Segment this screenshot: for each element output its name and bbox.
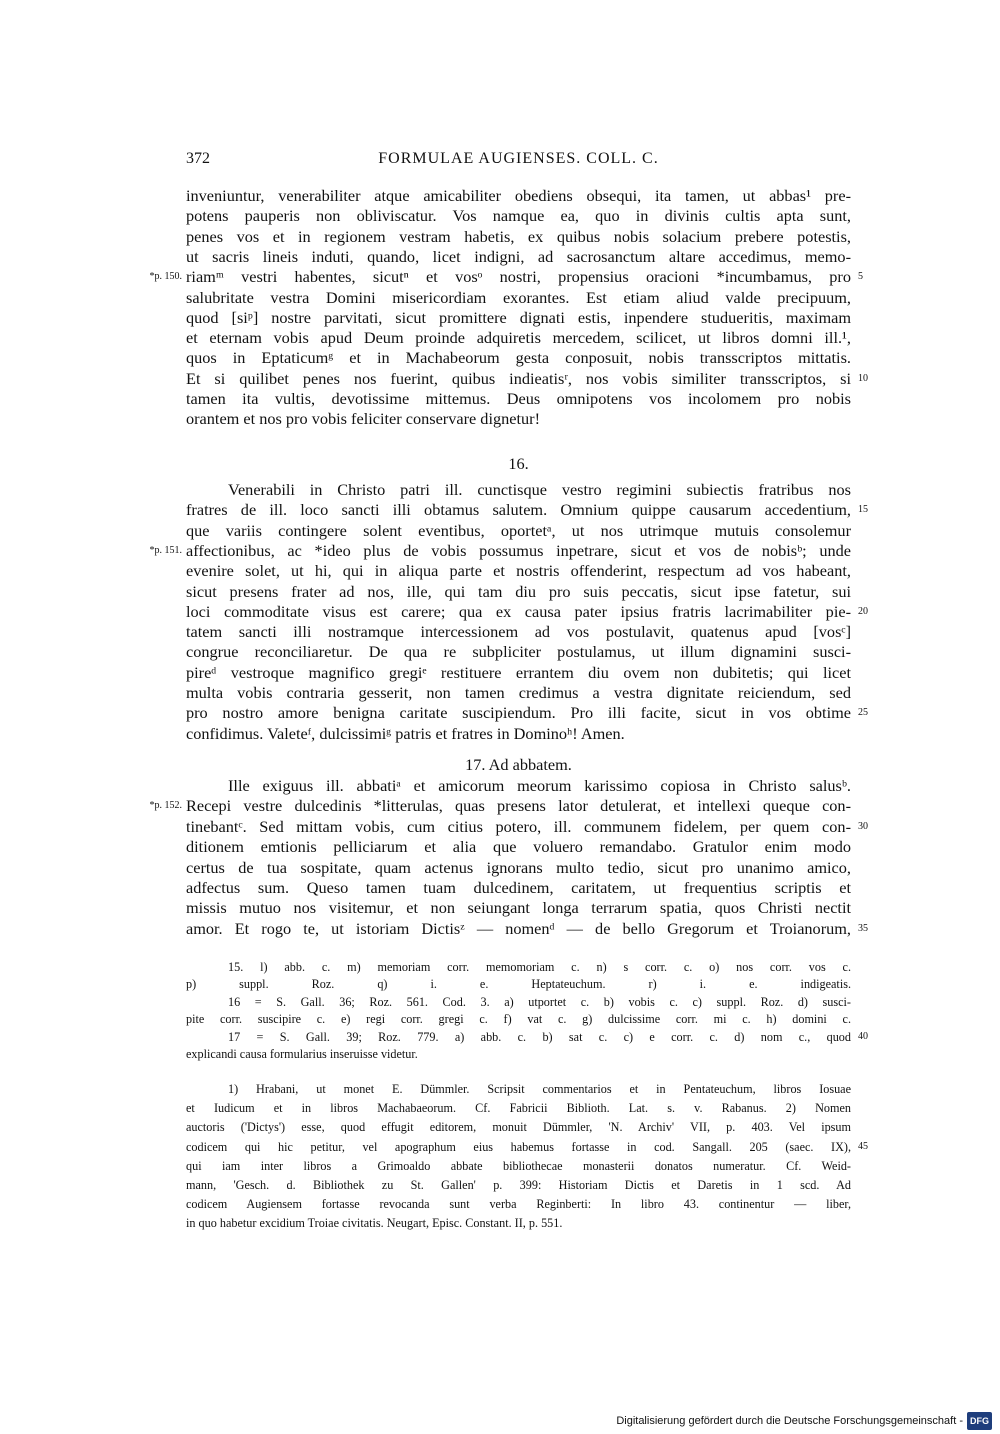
text-line: potens pauperis non obliviscatur. Vos namque ea, quo in divinis cultis apta sunt, [186, 206, 851, 226]
text-line: quod [siᵖ] nostre parvitati, sicut promittere dignati estis, inpendere studueritis, maximam [186, 307, 851, 327]
apparatus-line: 16 = S. Gall. 36; Roz. 561. Cod. 3. a) utportet c. b) vobis c. c) suppl. Roz. d) susci- [228, 994, 851, 1009]
text-line: tatem sancti illi nostramque intercessionem ad vos postulavit, quatenus apud [vosᶜ] [186, 622, 851, 642]
apparatus-line: 15. l) abb. c. m) memoriam corr. memomoriam c. n) s corr. c. o) nos corr. vos c. [228, 960, 851, 974]
margin-line-number: 35 [858, 922, 868, 934]
margin-line-number: 15 [858, 504, 868, 516]
text-line: multa vobis contraria gesserit, non tamen credimus a vestra dignitate reiciendum, sed [186, 683, 851, 702]
text-line: penes vos et in regionem vestram habetis, ex quibus nobis solacium prebere potestis, [186, 226, 851, 246]
text-line: amor. Et rogo te, ut istoriam Dictisᶻ — nomenᵈ — de bello Gregorum et Troianorum, [186, 918, 851, 938]
margin-line-number: 20 [858, 605, 868, 617]
section-heading: 16. [508, 454, 529, 473]
text-line: ut sacris lineis induti, quando, licet indigni, ad sacrosanctum altare accedimus, memo- [186, 246, 851, 266]
margin-page-ref: *p. 151. [149, 544, 182, 556]
apparatus-line: 17 = S. Gall. 39; Roz. 779. a) abb. c. b) sat c. c) e corr. c. d) nom c., quod [228, 1029, 851, 1044]
page-header [186, 150, 851, 174]
text-line: evenire solet, ut hi, qui in aliqua parte et nostris offenderint, respectum ad vos habeant, [186, 561, 851, 581]
text-line: loci commoditate visus est carere; qua ex causa pater ipsius fratris lacrimabiliter pie- [186, 601, 851, 621]
text-line: Et si quilibet penes nos fuerint, quibus indieatisʳ, nos vobis similiter transscriptos, si [186, 368, 851, 388]
text-line: adfectus sum. Queso tamen tuam dulcedinem, caritatem, ut frequentius scriptis et [186, 878, 851, 897]
text-line: inveniuntur, venerabiliter atque amicabiliter obediens obsequi, ita tamen, ut abbas¹ pre- [186, 186, 851, 205]
text-line: certus de tua sospitate, quam actenus ignorans multo tedio, sicut pro unanimo amico, [186, 857, 851, 877]
apparatus-line: pite corr. suscipire c. e) regi corr. gregi c. f) vat c. g) dulcissime corr. mi c. h) domini c. [186, 1012, 851, 1027]
text-line: riamᵐ vestri habentes, sicutⁿ et vosᵒ nostri, propensius oracioni *incumbamus, pro [186, 267, 851, 287]
text-line: congrue reconciliaretur. De qua re subpliciter postulamus, ut illum dignamini susci- [186, 642, 851, 662]
footnote-line: codicem Augiensem fortasse revocanda sunt verba Reginberti: In libro 43. continentur — liber, [186, 1197, 851, 1212]
footnote-line: et Iudicum et in libros Machabaeorum. Cf. Fabricii Biblioth. Lat. s. v. Rabanus. 2) Nomen [186, 1101, 851, 1116]
footnote-line: auctoris ('Dictys') esse, quod effugit editorem, monuit Dümmler, 'N. Archiv' VII, p. 403. Vel ipsum [186, 1120, 851, 1135]
apparatus-line: explicandi causa formularius inseruisse videtur. [186, 1047, 418, 1061]
margin-line-number: 45 [858, 1140, 868, 1152]
text-line: quos in Eptaticumᵍ et in Machabeorum gesta conposuit, nobis transscriptos mittatis. [186, 348, 851, 368]
page-number: 372 [186, 150, 210, 167]
footer-text: Digitalisierung gefördert durch die Deutsche Forschungsgemeinschaft - [616, 1415, 963, 1427]
margin-page-ref: *p. 150. [149, 271, 182, 283]
margin-line-number: 40 [858, 1030, 868, 1042]
text-line: Recepi vestre dulcedinis *litterulas, quas presens lator detulerat, et intellexi queque con- [186, 796, 851, 816]
text-line: fratres de ill. loco sancti illi obtamus salutem. Omnium quippe causarum accedentium, [186, 500, 851, 520]
text-line: et eternam vobis apud Deum proinde adquiretis mercedem, scilicet, ut libros domni ill.¹, [186, 328, 851, 348]
section-heading: 17. Ad abbatem. [465, 755, 572, 774]
text-line: Venerabili in Christo patri ill. cunctisque vestro regimini subiectis fratribus nos [228, 480, 851, 499]
text-line: pireᵈ vestroque magnifico gregiᵉ restituere errantem diu ovem non dubitetis; qui licet [186, 662, 851, 682]
margin-line-number: 30 [858, 820, 868, 832]
text-line: sicut presens frater ad nos, ille, qui tam diu pro suis peccatis, sicut ipse fatetur, sui [186, 581, 851, 601]
margin-line-number: 25 [858, 707, 868, 719]
footnote-line: mann, 'Gesch. d. Bibliothek zu St. Gallen' p. 399: Historiam Dictis et Daretis in 1 scd. Ad [186, 1178, 851, 1192]
text-line: tinebantᶜ. Sed mittam vobis, cum citius potero, ill. communem fidelem, per quem con- [186, 816, 851, 836]
text-line: pro nostro amore benigna caritate suscipiendum. Pro illi facite, sicut in vos obtime [186, 703, 851, 723]
text-line: que variis contingere solent eventibus, oportetᵃ, ut nos utrimque mutuis consolemur [186, 520, 851, 540]
margin-page-ref: *p. 152. [149, 800, 182, 812]
text-line: ditionem emtionis pelliciarum et alia que voluero remandabo. Gratulor enim modo [186, 837, 851, 857]
dfg-logo[interactable]: DFG [967, 1412, 992, 1430]
apparatus-line: p) suppl. Roz. q) i. e. Heptateuchum. r) i. e. indigeatis. [186, 977, 851, 992]
text-line: confidimus. Valeteᶠ, dulcissimiᵍ patris et fratres in Dominoʰ! Amen. [186, 723, 625, 743]
text-line: Ille exiguus ill. abbatiᵃ et amicorum meorum karissimo copiosa in Christo salusᵇ. [228, 776, 851, 795]
margin-line-number: 10 [858, 372, 868, 384]
text-line: missis mutuo nos visitemur, et non seiungant longa terrarum spatia, quos Christi nectit [186, 898, 851, 918]
footer [616, 1413, 992, 1429]
footnote-line: qui iam inter libros a Grimoaldo abbate bibliothecae monasterii donatos numeratur. Cf. Weid- [186, 1158, 851, 1173]
footnote-line: codicem qui hic petitur, vel apographum eius habemus fortasse in cod. Sangall. 205 (saec. IX), [186, 1139, 851, 1154]
running-title: FORMULAE AUGIENSES. COLL. C. [378, 150, 659, 167]
text-line: affectionibus, ac *ideo plus de vobis possumus inpetrare, sicut et vos de nobisᵇ; unde [186, 540, 851, 560]
footnote-line: in quo habetur excidium Troiae civitatis. Neugart, Episc. Constant. II, p. 551. [186, 1216, 563, 1231]
text-line: tamen ita vultis, devotissime mittemus. Deus omnipotens vos incolomem pro nobis [186, 389, 851, 408]
text-line: orantem et nos pro vobis feliciter conservare dignetur! [186, 409, 540, 429]
margin-line-number: 5 [858, 271, 863, 283]
footnote-line: 1) Hrabani, ut monet E. Dümmler. Scripsit commentarios et in Pentateuchum, libros Iosuae [228, 1082, 851, 1096]
text-line: salubritate vestra Domini misericordiam exorantes. Est etiam aliud valde precipuum, [186, 287, 851, 307]
